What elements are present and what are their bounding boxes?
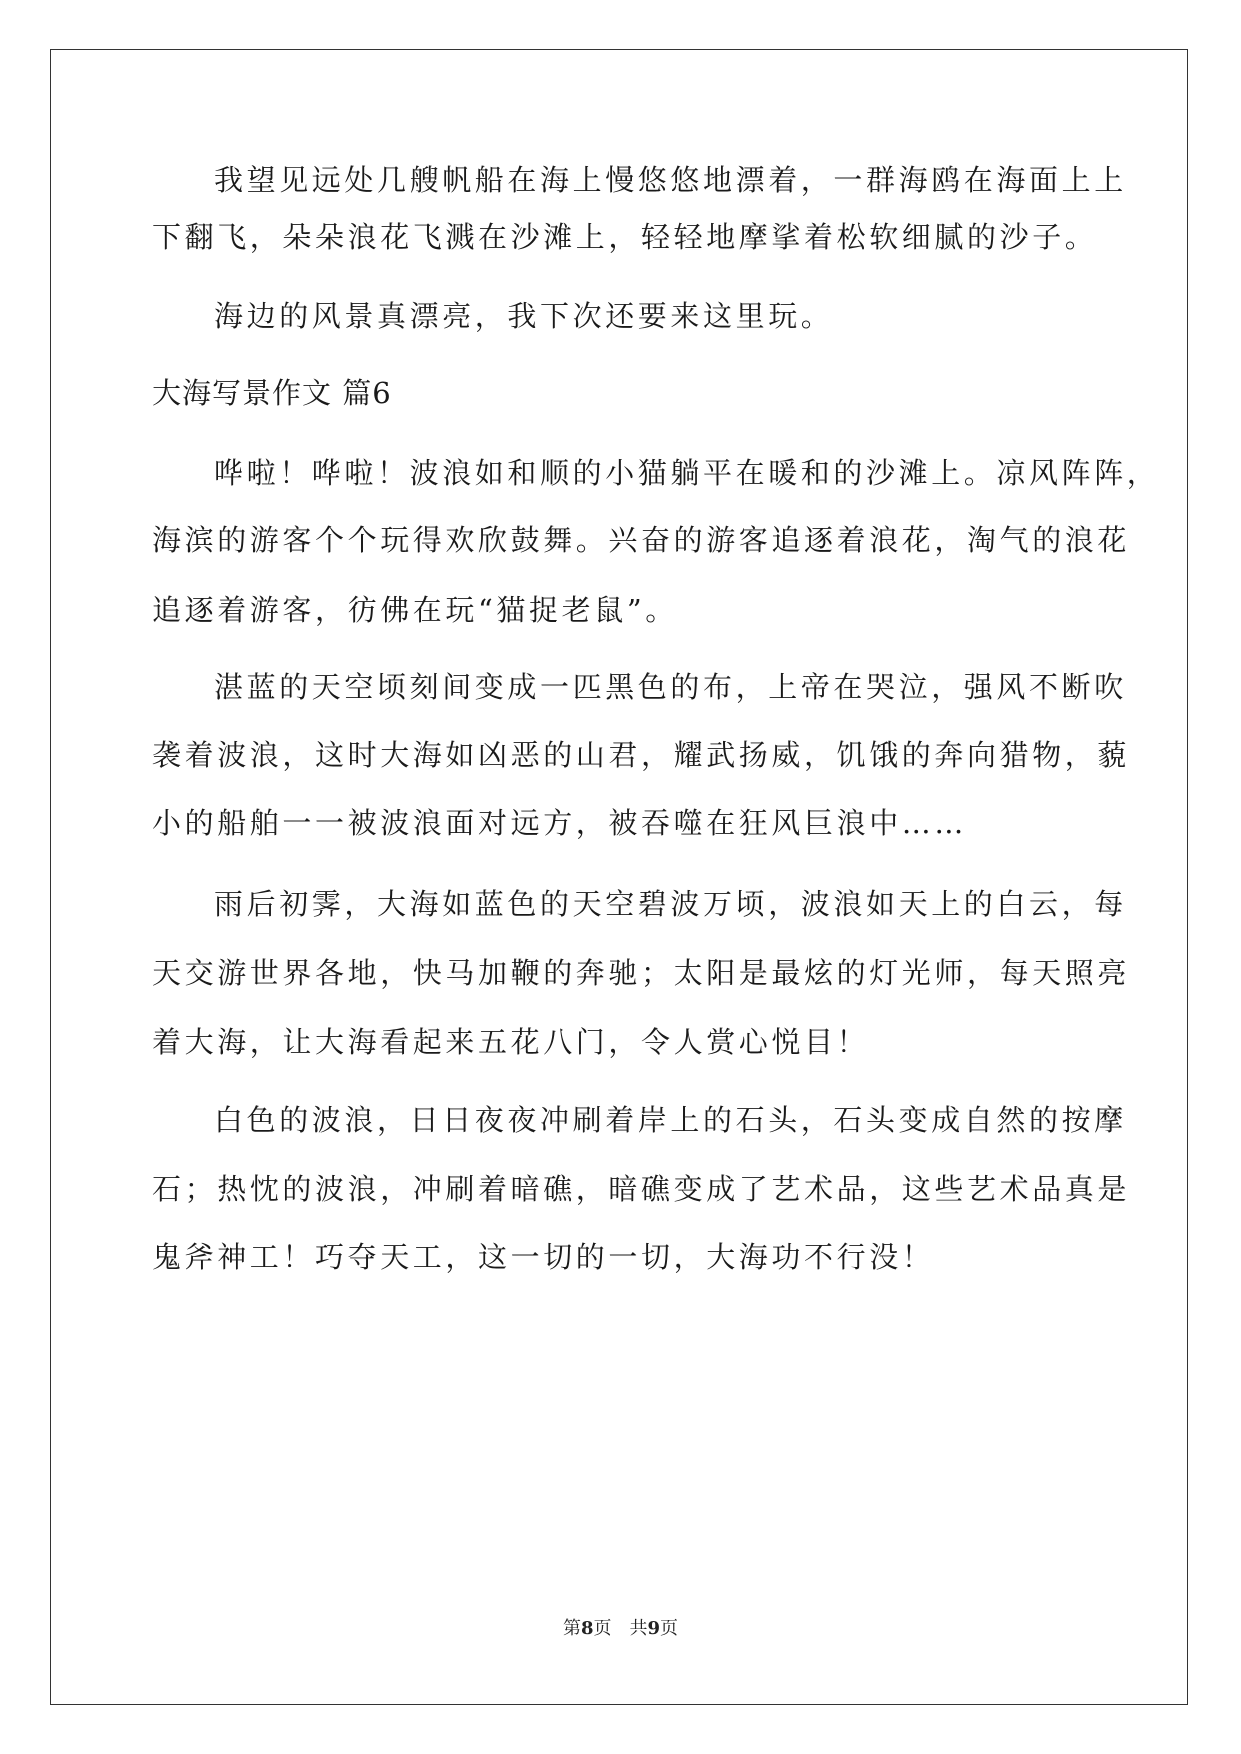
paragraph-line: 白色的波浪，日日夜夜冲刷着岸上的石头，石头变成自然的按摩	[214, 1103, 1127, 1137]
current-page-number: 8	[580, 1618, 594, 1639]
page-number-footer	[0, 1617, 1241, 1641]
paragraph-line: 天交游世界各地，快马加鞭的奔驰；太阳是最炫的灯光师，每天照亮	[152, 956, 1131, 990]
paragraph-line: 鬼斧神工！巧夺天工，这一切的一切，大海功不行没！	[152, 1240, 935, 1274]
paragraph-line: 追逐着游客，彷佛在玩“猫捉老鼠”。	[152, 593, 678, 627]
paragraph-line: 袭着波浪，这时大海如凶恶的山君，耀武扬威，饥饿的奔向猎物，藐	[152, 738, 1131, 772]
paragraph-line: 石；热忱的波浪，冲刷着暗礁，暗礁变成了艺术品，这些艺术品真是	[152, 1172, 1131, 1206]
paragraph-line: 湛蓝的天空顷刻间变成一匹黑色的布，上帝在哭泣，强风不断吹	[214, 670, 1127, 704]
page-suffix: 页	[660, 1618, 679, 1639]
paragraph-line: 海边的风景真漂亮，我下次还要来这里玩。	[214, 299, 834, 333]
paragraph-line: 海滨的游客个个玩得欢欣鼓舞。兴奋的游客追逐着浪花，淘气的浪花	[152, 523, 1131, 557]
page-prefix: 第	[562, 1618, 581, 1639]
section-heading: 大海写景作文 篇6	[152, 376, 392, 410]
paragraph-line: 着大海，让大海看起来五花八门，令人赏心悦目！	[152, 1025, 870, 1059]
paragraph-line: 小的船舶一一被波浪面对远方，被吞噬在狂风巨浪中……	[152, 806, 968, 840]
paragraph-line: 下翻飞，朵朵浪花飞溅在沙滩上，轻轻地摩挲着松软细腻的沙子。	[152, 220, 1098, 254]
page-mid: 页 共	[593, 1618, 648, 1639]
paragraph-line: 雨后初霁，大海如蓝色的天空碧波万顷，波浪如天上的白云，每	[214, 887, 1127, 921]
paragraph-line: 哗啦！哗啦！波浪如和顺的小猫躺平在暖和的沙滩上。凉风阵阵，	[214, 456, 1160, 490]
total-page-number: 9	[647, 1618, 661, 1639]
paragraph-line: 我望见远处几艘帆船在海上慢悠悠地漂着，一群海鸥在海面上上	[214, 163, 1127, 197]
